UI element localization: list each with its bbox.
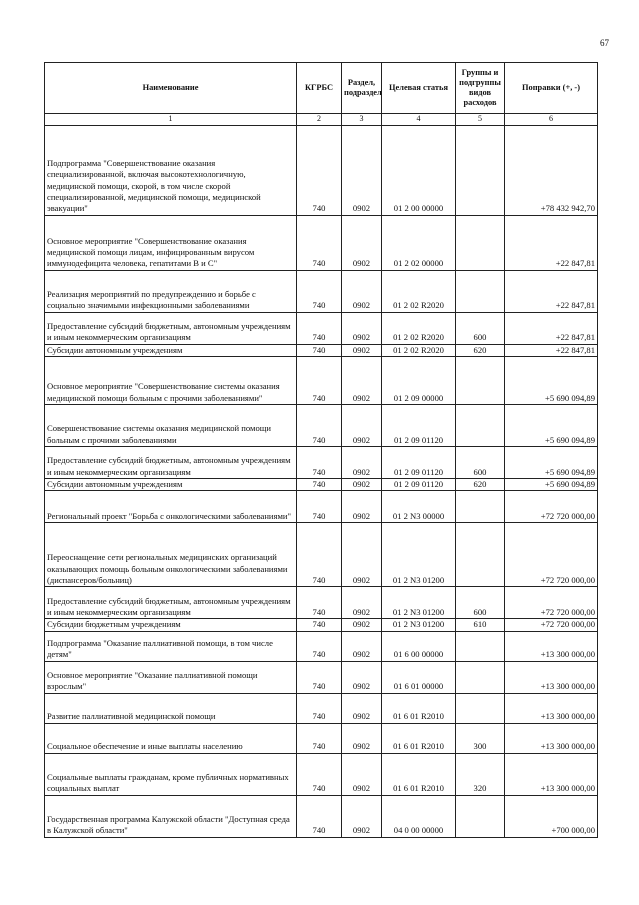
- header-kgrbs: КГРБС: [297, 63, 342, 114]
- header-name: Наименование: [45, 63, 297, 114]
- cell-kgrbs: 740: [297, 404, 342, 446]
- cell-name: Основное мероприятие "Совершенствование оказания медицинской помощи лицам, инфицированным вирусом иммунодефицита человека, гепатитами В и С": [45, 215, 297, 270]
- cell-section: 0902: [342, 125, 382, 215]
- cell-kgrbs: 740: [297, 795, 342, 837]
- cell-kgrbs: 740: [297, 619, 342, 631]
- cell-section: 0902: [342, 587, 382, 619]
- table-row: [45, 478, 598, 490]
- cell-name: Переоснащение сети региональных медицинских организаций оказывающих помощь больным онкологическими заболеваниями (диспансеров/больниц): [45, 523, 297, 587]
- table-row: [45, 125, 598, 215]
- table-row: [45, 523, 598, 587]
- cell-group: [456, 125, 505, 215]
- cell-group: 610: [456, 619, 505, 631]
- cell-section: 0902: [342, 312, 382, 344]
- cell-section: 0902: [342, 753, 382, 795]
- cell-group: 320: [456, 753, 505, 795]
- cell-section: 0902: [342, 344, 382, 356]
- cell-target: 01 2 N3 01200: [382, 619, 456, 631]
- column-number: 6: [505, 114, 598, 126]
- cell-name: Субсидии автономным учреждениям: [45, 478, 297, 490]
- cell-amount: +22 847,81: [505, 312, 598, 344]
- column-number: 3: [342, 114, 382, 126]
- cell-kgrbs: 740: [297, 344, 342, 356]
- cell-kgrbs: 740: [297, 693, 342, 723]
- cell-target: 01 6 01 00000: [382, 661, 456, 693]
- cell-kgrbs: 740: [297, 631, 342, 661]
- header-amount: Поправки (+, -): [505, 63, 598, 114]
- cell-amount: +5 690 094,89: [505, 356, 598, 404]
- cell-section: 0902: [342, 795, 382, 837]
- cell-name: Субсидии автономным учреждениям: [45, 344, 297, 356]
- table-row: [45, 215, 598, 270]
- cell-name: Социальное обеспечение и иные выплаты населению: [45, 723, 297, 753]
- table-row: [45, 693, 598, 723]
- cell-target: 01 2 02 R2020: [382, 344, 456, 356]
- cell-group: 300: [456, 723, 505, 753]
- cell-section: 0902: [342, 631, 382, 661]
- cell-amount: +22 847,81: [505, 270, 598, 312]
- cell-section: 0902: [342, 404, 382, 446]
- cell-target: 01 2 09 01120: [382, 478, 456, 490]
- cell-name: Основное мероприятие "Совершенствование системы оказания медицинской помощи больным с прочими заболеваниями": [45, 356, 297, 404]
- cell-name: Субсидии бюджетным учреждениям: [45, 619, 297, 631]
- cell-name: Региональный проект "Борьба с онкологическими заболеваниями": [45, 491, 297, 523]
- cell-amount: +72 720 000,00: [505, 619, 598, 631]
- table-row: [45, 356, 598, 404]
- cell-target: 01 6 01 R2010: [382, 753, 456, 795]
- table-row: [45, 795, 598, 837]
- table-row: [45, 491, 598, 523]
- cell-group: 600: [456, 446, 505, 478]
- cell-group: [456, 693, 505, 723]
- cell-amount: +22 847,81: [505, 215, 598, 270]
- cell-target: 01 2 00 00000: [382, 125, 456, 215]
- cell-target: 01 2 N3 01200: [382, 523, 456, 587]
- budget-table: [44, 62, 598, 838]
- table-header-row: [45, 63, 598, 114]
- cell-group: 600: [456, 312, 505, 344]
- table-row: [45, 753, 598, 795]
- cell-name: Предоставление субсидий бюджетным, автономным учреждениям и иным некоммерческим организациям: [45, 446, 297, 478]
- table-row: [45, 631, 598, 661]
- cell-group: 620: [456, 344, 505, 356]
- table-row: [45, 312, 598, 344]
- cell-kgrbs: 740: [297, 523, 342, 587]
- cell-section: 0902: [342, 619, 382, 631]
- cell-group: [456, 523, 505, 587]
- cell-group: [456, 491, 505, 523]
- table-body: [45, 125, 598, 837]
- column-number: 5: [456, 114, 505, 126]
- column-number: 4: [382, 114, 456, 126]
- cell-amount: +5 690 094,89: [505, 478, 598, 490]
- cell-group: 620: [456, 478, 505, 490]
- cell-section: 0902: [342, 478, 382, 490]
- cell-section: 0902: [342, 270, 382, 312]
- cell-amount: +13 300 000,00: [505, 661, 598, 693]
- cell-target: 04 0 00 00000: [382, 795, 456, 837]
- cell-kgrbs: 740: [297, 125, 342, 215]
- cell-group: [456, 270, 505, 312]
- cell-section: 0902: [342, 693, 382, 723]
- cell-name: Подпрограмма "Совершенствование оказания специализированной, включая высокотехнологичную, медицинской помощи, скорой, в том числе скорой специализированной, медицинской помощи, медицинской эвакуации": [45, 125, 297, 215]
- cell-amount: +13 300 000,00: [505, 753, 598, 795]
- cell-amount: +5 690 094,89: [505, 446, 598, 478]
- cell-amount: +22 847,81: [505, 344, 598, 356]
- table-row: [45, 404, 598, 446]
- cell-target: 01 2 N3 01200: [382, 587, 456, 619]
- column-number: 1: [45, 114, 297, 126]
- table-row: [45, 446, 598, 478]
- cell-kgrbs: 740: [297, 491, 342, 523]
- cell-section: 0902: [342, 356, 382, 404]
- cell-section: 0902: [342, 491, 382, 523]
- table-row: [45, 661, 598, 693]
- cell-kgrbs: 740: [297, 312, 342, 344]
- cell-target: 01 2 N3 00000: [382, 491, 456, 523]
- cell-group: [456, 215, 505, 270]
- cell-kgrbs: 740: [297, 446, 342, 478]
- cell-target: 01 2 09 01120: [382, 404, 456, 446]
- cell-amount: +13 300 000,00: [505, 631, 598, 661]
- cell-section: 0902: [342, 661, 382, 693]
- cell-section: 0902: [342, 215, 382, 270]
- cell-name: Социальные выплаты гражданам, кроме публичных нормативных социальных выплат: [45, 753, 297, 795]
- cell-name: Основное мероприятие "Оказание паллиативной помощи взрослым": [45, 661, 297, 693]
- cell-group: 600: [456, 587, 505, 619]
- table-row: [45, 344, 598, 356]
- page-number: 67: [600, 38, 609, 48]
- cell-name: Предоставление субсидий бюджетным, автономным учреждениям и иным некоммерческим организациям: [45, 312, 297, 344]
- cell-amount: +72 720 000,00: [505, 587, 598, 619]
- cell-target: 01 2 02 R2020: [382, 270, 456, 312]
- cell-target: 01 2 09 00000: [382, 356, 456, 404]
- cell-group: [456, 356, 505, 404]
- cell-section: 0902: [342, 523, 382, 587]
- cell-target: 01 6 00 00000: [382, 631, 456, 661]
- cell-name: Развитие паллиативной медицинской помощи: [45, 693, 297, 723]
- table-row: [45, 723, 598, 753]
- table-row: [45, 270, 598, 312]
- cell-target: 01 6 01 R2010: [382, 723, 456, 753]
- table-row: [45, 587, 598, 619]
- cell-target: 01 6 01 R2010: [382, 693, 456, 723]
- cell-section: 0902: [342, 446, 382, 478]
- cell-kgrbs: 740: [297, 478, 342, 490]
- cell-name: Подпрограмма "Оказание паллиативной помощи, в том числе детям": [45, 631, 297, 661]
- cell-kgrbs: 740: [297, 753, 342, 795]
- cell-amount: +13 300 000,00: [505, 723, 598, 753]
- cell-name: Совершенствование системы оказания медицинской помощи больным с прочими заболеваниями: [45, 404, 297, 446]
- cell-amount: +700 000,00: [505, 795, 598, 837]
- header-group: Группы и подгруппы видов расходов: [456, 63, 505, 114]
- cell-kgrbs: 740: [297, 270, 342, 312]
- column-number-row: [45, 114, 598, 126]
- cell-kgrbs: 740: [297, 661, 342, 693]
- cell-kgrbs: 740: [297, 587, 342, 619]
- cell-amount: +13 300 000,00: [505, 693, 598, 723]
- cell-group: [456, 661, 505, 693]
- cell-name: Предоставление субсидий бюджетным, автономным учреждениям и иным некоммерческим организациям: [45, 587, 297, 619]
- column-number: 2: [297, 114, 342, 126]
- cell-group: [456, 631, 505, 661]
- cell-section: 0902: [342, 723, 382, 753]
- cell-group: [456, 795, 505, 837]
- cell-amount: +5 690 094,89: [505, 404, 598, 446]
- cell-name: Реализация мероприятий по предупреждению и борьбе с социально значимыми инфекционными заболеваниями: [45, 270, 297, 312]
- cell-amount: +72 720 000,00: [505, 491, 598, 523]
- cell-amount: +78 432 942,70: [505, 125, 598, 215]
- header-section: Раздел, подраздел: [342, 63, 382, 114]
- cell-group: [456, 404, 505, 446]
- cell-name: Государственная программа Калужской области "Доступная среда в Калужской области": [45, 795, 297, 837]
- header-target: Целевая статья: [382, 63, 456, 114]
- cell-target: 01 2 02 00000: [382, 215, 456, 270]
- table-row: [45, 619, 598, 631]
- cell-kgrbs: 740: [297, 215, 342, 270]
- cell-amount: +72 720 000,00: [505, 523, 598, 587]
- cell-target: 01 2 09 01120: [382, 446, 456, 478]
- cell-target: 01 2 02 R2020: [382, 312, 456, 344]
- cell-kgrbs: 740: [297, 356, 342, 404]
- cell-kgrbs: 740: [297, 723, 342, 753]
